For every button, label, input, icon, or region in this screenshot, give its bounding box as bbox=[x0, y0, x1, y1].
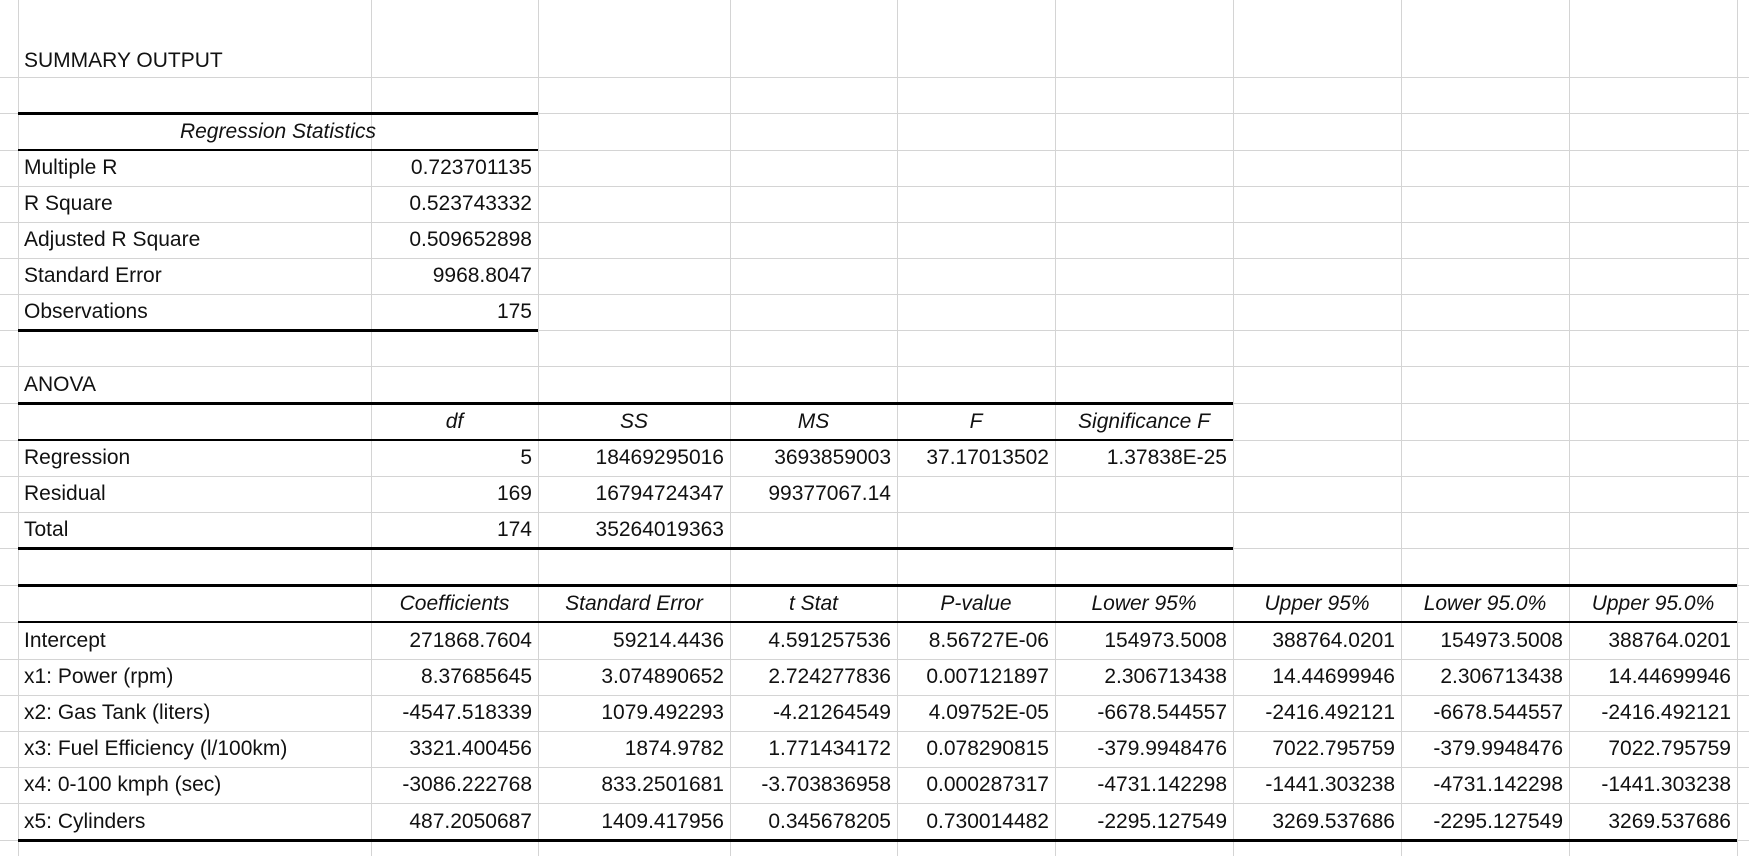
coefficient-value[interactable]: 1409.417956 bbox=[601, 810, 724, 833]
coefficient-value[interactable]: 7022.795759 bbox=[1608, 737, 1731, 760]
coefficient-value[interactable]: -6678.544557 bbox=[1097, 701, 1227, 724]
coefficient-value[interactable]: -1441.303238 bbox=[1601, 773, 1731, 796]
coefficient-value[interactable]: -2295.127549 bbox=[1097, 810, 1227, 833]
anova-value[interactable]: 35264019363 bbox=[595, 518, 724, 541]
anova-row-label[interactable]: Regression bbox=[24, 446, 131, 469]
coefficient-value[interactable]: 1874.9782 bbox=[624, 737, 724, 760]
stat-value[interactable]: 0.523743332 bbox=[409, 192, 532, 215]
coefficient-value[interactable]: -4.21264549 bbox=[773, 701, 891, 724]
stat-value[interactable]: 9968.8047 bbox=[432, 264, 532, 287]
coefficients-column-header[interactable]: Coefficients bbox=[399, 592, 510, 615]
stat-label[interactable]: Standard Error bbox=[24, 264, 162, 287]
coefficient-row-label[interactable]: Intercept bbox=[24, 629, 106, 652]
stat-label[interactable]: Adjusted R Square bbox=[24, 228, 201, 251]
coefficient-value[interactable]: 154973.5008 bbox=[1440, 629, 1563, 652]
coefficient-value[interactable]: 833.2501681 bbox=[601, 773, 724, 796]
anova-row-label[interactable]: Total bbox=[24, 518, 69, 541]
coefficient-value[interactable]: 0.007121897 bbox=[926, 665, 1049, 688]
anova-column-header[interactable]: F bbox=[969, 410, 983, 433]
coefficient-value[interactable]: -2416.492121 bbox=[1601, 701, 1731, 724]
coefficient-row-label[interactable]: x3: Fuel Efficiency (l/100km) bbox=[24, 737, 288, 760]
coefficient-value[interactable]: 0.078290815 bbox=[926, 737, 1049, 760]
coefficient-value[interactable]: 2.306713438 bbox=[1104, 665, 1227, 688]
stat-label[interactable]: Multiple R bbox=[24, 156, 118, 179]
coefficient-value[interactable]: -3086.222768 bbox=[402, 773, 532, 796]
coefficients-column-header[interactable]: Lower 95% bbox=[1091, 592, 1197, 615]
coefficient-value[interactable]: 0.000287317 bbox=[926, 773, 1049, 796]
anova-column-header[interactable]: SS bbox=[619, 410, 648, 433]
anova-value[interactable]: 169 bbox=[496, 482, 532, 505]
regression-statistics-header[interactable]: Regression Statistics bbox=[179, 120, 377, 143]
anova-value[interactable]: 37.17013502 bbox=[926, 446, 1049, 469]
anova-value[interactable]: 18469295016 bbox=[595, 446, 724, 469]
coefficient-value[interactable]: 14.44699946 bbox=[1608, 665, 1731, 688]
coefficient-value[interactable]: 14.44699946 bbox=[1272, 665, 1395, 688]
coefficient-value[interactable]: -4731.142298 bbox=[1097, 773, 1227, 796]
coefficients-column-header[interactable]: Standard Error bbox=[565, 592, 703, 615]
coefficient-value[interactable]: 3.074890652 bbox=[601, 665, 724, 688]
coefficients-column-header[interactable]: Upper 95% bbox=[1264, 592, 1370, 615]
coefficient-value[interactable]: 2.306713438 bbox=[1440, 665, 1563, 688]
coefficient-value[interactable]: 3269.537686 bbox=[1608, 810, 1731, 833]
summary-title[interactable]: SUMMARY OUTPUT bbox=[24, 49, 223, 72]
coefficient-value[interactable]: -4731.142298 bbox=[1433, 773, 1563, 796]
coefficient-value[interactable]: 271868.7604 bbox=[409, 629, 532, 652]
coefficient-value[interactable]: -3.703836958 bbox=[761, 773, 891, 796]
coefficient-value[interactable]: 154973.5008 bbox=[1104, 629, 1227, 652]
stat-value[interactable]: 175 bbox=[496, 300, 532, 323]
grid-column-line bbox=[1737, 0, 1738, 856]
coefficient-value[interactable]: 388764.0201 bbox=[1608, 629, 1731, 652]
anova-value[interactable]: 99377067.14 bbox=[768, 482, 891, 505]
coefficient-row-label[interactable]: x5: Cylinders bbox=[24, 810, 146, 833]
anova-value[interactable]: 174 bbox=[496, 518, 532, 541]
table-bottom-border bbox=[18, 839, 1737, 842]
anova-value[interactable]: 16794724347 bbox=[595, 482, 724, 505]
coefficient-value[interactable]: -379.9948476 bbox=[1433, 737, 1563, 760]
coefficient-value[interactable]: 3321.400456 bbox=[409, 737, 532, 760]
coefficient-row-label[interactable]: x1: Power (rpm) bbox=[24, 665, 174, 688]
coefficient-value[interactable]: 8.37685645 bbox=[421, 665, 532, 688]
coefficients-column-header[interactable]: t Stat bbox=[788, 592, 839, 615]
stat-value[interactable]: 0.723701135 bbox=[410, 156, 532, 179]
coefficient-value[interactable]: -379.9948476 bbox=[1097, 737, 1227, 760]
coefficient-value[interactable]: 4.591257536 bbox=[768, 629, 891, 652]
coefficient-row-label[interactable]: x2: Gas Tank (liters) bbox=[24, 701, 211, 724]
coefficient-value[interactable]: 388764.0201 bbox=[1272, 629, 1395, 652]
table-bottom-border bbox=[18, 329, 538, 332]
coefficient-value[interactable]: -1441.303238 bbox=[1265, 773, 1395, 796]
coefficient-value[interactable]: 1.771434172 bbox=[768, 737, 891, 760]
stat-value[interactable]: 0.509652898 bbox=[409, 228, 532, 251]
coefficients-column-header[interactable]: P-value bbox=[940, 592, 1012, 615]
coefficient-value[interactable]: -2416.492121 bbox=[1265, 701, 1395, 724]
coefficient-value[interactable]: -6678.544557 bbox=[1433, 701, 1563, 724]
coefficient-value[interactable]: -2295.127549 bbox=[1433, 810, 1563, 833]
coefficient-value[interactable]: 0.730014482 bbox=[926, 810, 1049, 833]
coefficients-column-header[interactable]: Upper 95.0% bbox=[1591, 592, 1715, 615]
stat-label[interactable]: R Square bbox=[24, 192, 113, 215]
stat-label[interactable]: Observations bbox=[24, 300, 148, 323]
coefficient-value[interactable]: 8.56727E-06 bbox=[928, 629, 1049, 652]
anova-column-header[interactable]: df bbox=[445, 410, 464, 433]
coefficient-value[interactable]: 0.345678205 bbox=[768, 810, 891, 833]
coefficient-value[interactable]: 3269.537686 bbox=[1272, 810, 1395, 833]
anova-value[interactable]: 1.37838E-25 bbox=[1106, 446, 1227, 469]
coefficients-column-header[interactable]: Lower 95.0% bbox=[1423, 592, 1547, 615]
coefficient-value[interactable]: 59214.4436 bbox=[613, 629, 724, 652]
coefficient-value[interactable]: -4547.518339 bbox=[402, 701, 532, 724]
coefficient-value[interactable]: 1079.492293 bbox=[601, 701, 724, 724]
anova-row-label[interactable]: Residual bbox=[24, 482, 106, 505]
anova-title[interactable]: ANOVA bbox=[24, 373, 96, 396]
anova-column-header[interactable]: MS bbox=[797, 410, 830, 433]
coefficient-value[interactable]: 4.09752E-05 bbox=[928, 701, 1049, 724]
coefficient-value[interactable]: 2.724277836 bbox=[768, 665, 891, 688]
anova-column-header[interactable]: Significance F bbox=[1078, 410, 1210, 433]
table-bottom-border bbox=[18, 547, 1233, 550]
coefficient-value[interactable]: 7022.795759 bbox=[1272, 737, 1395, 760]
coefficient-value[interactable]: 487.2050687 bbox=[409, 810, 532, 833]
coefficient-row-label[interactable]: x4: 0-100 kmph (sec) bbox=[24, 773, 222, 796]
anova-value[interactable]: 3693859003 bbox=[774, 446, 891, 469]
anova-value[interactable]: 5 bbox=[520, 446, 532, 469]
